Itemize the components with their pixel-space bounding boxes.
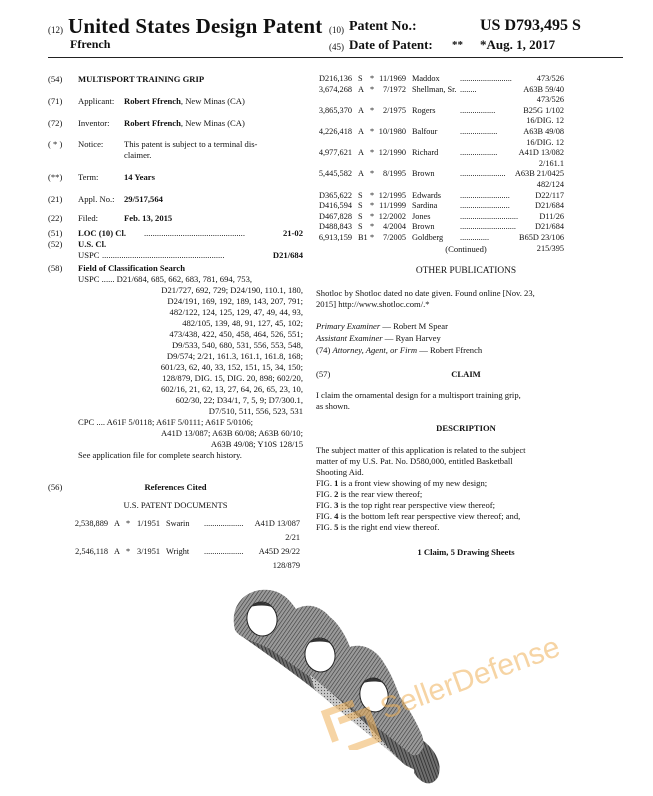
primary-examiner <box>316 321 448 332</box>
field-code: (22) <box>48 213 63 223</box>
field-notice <box>48 139 258 160</box>
patent-date: *Aug. 1, 2017 <box>480 37 556 52</box>
reference-row <box>312 191 564 202</box>
search-history-note: See application file for complete search history. <box>78 450 242 460</box>
ref-kind: B1 <box>358 233 368 242</box>
ref-dots: ........................ <box>460 201 510 211</box>
assistant-examiner <box>316 333 441 344</box>
code-45: (45) <box>329 42 344 52</box>
ref-star: * <box>370 127 375 136</box>
field-22 <box>48 213 173 224</box>
ref-kind: S <box>358 74 363 83</box>
other-pub-line-2: 2015] http://www.shotloc.com/.* <box>316 299 430 309</box>
fig-prefix: FIG. <box>316 511 335 521</box>
ref-date: 10/1980 <box>378 127 406 136</box>
ref-star: * <box>370 201 375 211</box>
description-line: Shooting Aid. <box>316 467 364 477</box>
search-line: 482/105, 139, 48, 91, 127, 45, 102; <box>182 318 303 328</box>
fig-prefix: FIG. <box>316 489 335 499</box>
ref-date: 1/1951 <box>136 519 160 528</box>
appl-no-value: 29/517,564 <box>124 194 163 204</box>
ref-kind: S <box>358 222 363 232</box>
ref-date: 12/1995 <box>378 190 406 200</box>
ref-dots: ...................... <box>460 169 506 179</box>
field-58 <box>48 263 186 274</box>
inventor-short: Ffrench <box>70 37 111 51</box>
ref-num: 4,226,418 <box>318 127 352 136</box>
ref-num: 4,977,621 <box>318 148 352 158</box>
ref-cont: 215/395 <box>536 243 564 253</box>
other-pub-line-1: Shotloc by Shotloc dated no date given. Found online [Nov. 23, <box>316 288 535 298</box>
ref-kind: A <box>114 547 120 556</box>
field-code: (51) <box>48 228 63 238</box>
claim-line-1: I claim the ornamental design for a multisport training grip, <box>316 390 521 400</box>
ref-star: * <box>370 233 375 242</box>
ref-cont: 482/124 <box>536 179 564 189</box>
ref-kind: A <box>358 84 364 94</box>
search-line: 482/122, 124, 125, 129, 47, 49, 44, 93, <box>169 307 303 317</box>
search-line: A41D 13/087; A63B 60/08; A63B 60/10; <box>160 428 303 438</box>
ref-date: 7/1972 <box>382 84 406 94</box>
ref-star: * <box>370 148 375 158</box>
field-code: (74) <box>316 345 331 355</box>
ref-date: 8/1995 <box>382 169 406 179</box>
ref-name: Sardina <box>412 201 438 211</box>
fig-prefix: FIG. <box>316 478 335 488</box>
primary-examiner-label: Primary Examiner <box>316 321 381 331</box>
field-code: (71) <box>48 96 63 106</box>
inventor-label: Inventor: <box>78 118 110 128</box>
field-51 <box>48 228 303 239</box>
ref-dots: .............. <box>460 233 490 242</box>
search-line: 128/879, DIG. 15, DIG. 20, 898; 602/20, <box>162 373 303 383</box>
ref-date: 3/1951 <box>136 547 160 556</box>
ref-star: * <box>370 222 375 232</box>
claim-line-2: as shown. <box>316 401 350 411</box>
ref-date: 4/2004 <box>382 222 406 232</box>
field-21 <box>48 194 163 205</box>
continued-note: (Continued) <box>445 244 487 254</box>
inventor-name: Robert Ffrench <box>124 118 181 128</box>
ref-name: Rogers <box>412 105 436 115</box>
search-line: D7/510, 511, 556, 523, 531 <box>208 406 303 416</box>
applicant-location: , New Minas (CA) <box>180 96 245 106</box>
applicant-label: Applicant: <box>78 96 115 106</box>
search-line: 473/438, 422, 450, 458, 464, 526, 551; <box>169 329 303 339</box>
field-term <box>48 172 155 183</box>
ref-num: 2,538,889 <box>74 519 108 528</box>
ref-name: Balfour <box>412 127 438 136</box>
field-code: ( * ) <box>48 139 63 149</box>
fig-number: 4 <box>334 511 339 521</box>
ref-dots: ................. <box>460 105 496 115</box>
ref-kind: S <box>358 211 363 221</box>
patent-number: US D793,495 S <box>480 17 581 34</box>
search-line: 602/30, 22; D34/1, 7, 5, 9; D7/300.1, <box>175 395 303 405</box>
ref-cont: 16/DIG. 12 <box>526 137 564 147</box>
fig-text: is the rear view thereof; <box>338 489 423 499</box>
figure-line-3 <box>316 500 495 511</box>
ref-star: * <box>370 84 375 94</box>
reference-row <box>312 201 564 212</box>
ref-name: Edwards <box>412 190 442 200</box>
description-title: DESCRIPTION <box>436 423 496 433</box>
inventor-location: , New Minas (CA) <box>180 118 245 128</box>
field-of-search-label: Field of Classification Search <box>78 263 186 273</box>
ref-cls: A45D 29/22 <box>258 547 300 556</box>
field-code: (72) <box>48 118 63 128</box>
ref-cls: A41D 13/087 <box>254 519 300 528</box>
notice-text-2: claimer. <box>124 150 152 160</box>
ref-cls: B65D 23/106 <box>519 233 564 242</box>
uspc-value: D21/684 <box>272 250 303 260</box>
us-patent-documents-title: U.S. PATENT DOCUMENTS <box>123 500 228 510</box>
ref-date: 7/2005 <box>382 233 406 242</box>
figure-line-5 <box>316 522 439 533</box>
search-line: D9/533, 540, 680, 531, 556, 553, 548, <box>171 340 303 350</box>
field-code: (56) <box>48 482 63 492</box>
ref-kind: A <box>358 127 364 136</box>
ref-cls: D22/117 <box>535 190 564 200</box>
term-value: 14 Years <box>124 172 155 182</box>
figure-line-4 <box>316 511 520 522</box>
appl-no-label: Appl. No.: <box>78 194 115 204</box>
ref-num: 3,865,370 <box>318 105 352 115</box>
ref-cont: 473/526 <box>536 95 564 105</box>
attorney-name: — Robert Ffrench <box>417 345 483 355</box>
ref-num: D365,622 <box>319 190 352 200</box>
ref-cls: D21/684 <box>534 222 564 232</box>
ref-date: 12/2002 <box>378 211 406 221</box>
search-line: CPC .... A61F 5/0118; A61F 5/0111; A61F 5/0106; <box>78 417 254 427</box>
ref-star: * <box>126 519 131 528</box>
description-line: matter of my U.S. Pat. No. D580,000, entitled Basketball <box>316 456 513 466</box>
fig-text: is the top right rear perspective view thereof; <box>338 500 495 510</box>
fig-number: 3 <box>334 500 339 510</box>
fig-prefix: FIG. <box>316 522 335 532</box>
ref-star: * <box>370 211 375 221</box>
field-54 <box>48 74 205 85</box>
search-line: 601/23, 62, 40, 33, 152, 151, 15, 34, 150; <box>160 362 303 372</box>
claim-code: (57) <box>316 369 331 379</box>
reference-row <box>68 547 300 575</box>
field-code: (21) <box>48 194 63 204</box>
field-code: (52) <box>48 239 63 249</box>
references-cited-title: References Cited <box>144 482 207 492</box>
ref-kind: A <box>358 105 364 115</box>
us-cl-label: U.S. Cl. <box>78 239 107 249</box>
filed-label: Filed: <box>78 213 99 223</box>
ref-cont: 2/161.1 <box>538 158 564 168</box>
ref-cls: 473/526 <box>536 74 564 83</box>
fig-text: is the right end view thereof. <box>338 522 440 532</box>
fig-text: is the bottom left rear perspective view thereof; and, <box>338 511 521 521</box>
reference-row <box>312 222 564 233</box>
ref-name: Richard <box>412 148 439 158</box>
ref-date: 12/1990 <box>378 148 406 158</box>
ref-kind: A <box>358 148 364 158</box>
field-code: (54) <box>48 74 63 84</box>
date-label: Date of Patent: <box>349 37 433 52</box>
fig-number: 2 <box>334 489 339 499</box>
reference-row <box>68 519 300 547</box>
field-71 <box>48 96 245 107</box>
field-code: (**) <box>48 172 63 182</box>
fig-number: 5 <box>334 522 339 532</box>
reference-row <box>312 169 564 190</box>
ref-num: 5,445,582 <box>318 169 352 179</box>
term-label: Term: <box>78 172 99 182</box>
field-52 <box>48 239 303 260</box>
claim-title: CLAIM <box>451 369 481 379</box>
ref-star: * <box>370 169 375 179</box>
ref-dots: ................... <box>204 519 244 528</box>
attorney <box>316 345 482 356</box>
ref-num: D467,828 <box>319 211 352 221</box>
claims-summary: 1 Claim, 5 Drawing Sheets <box>417 547 515 557</box>
ref-star: * <box>370 190 375 200</box>
ref-name: Wright <box>166 547 190 556</box>
watermark-logo <box>325 700 377 750</box>
ref-cls: A63B 59/40 <box>523 84 564 94</box>
ref-name: Jones <box>412 211 431 221</box>
search-line: 602/16, 21, 62, 13, 27, 64, 26, 65, 23, 10, <box>160 384 303 394</box>
fig-text: is a front view showing of my new design; <box>338 478 488 488</box>
ref-cls: D11/26 <box>539 211 564 221</box>
ref-date: 2/1975 <box>382 105 406 115</box>
field-code: (58) <box>48 263 63 273</box>
ref-name: Swarin <box>166 519 190 528</box>
invention-title: MULTISPORT TRAINING GRIP <box>78 74 205 84</box>
ref-name: Shellman, Sr. <box>412 84 457 94</box>
search-line: D9/574; 2/21, 161.3, 161.1, 161.8, 168; <box>166 351 303 361</box>
ref-dots: .................. <box>460 148 498 158</box>
ref-kind: A <box>358 169 364 179</box>
description-line: The subject matter of this application is related to the subject <box>316 445 526 455</box>
ref-num: 2,546,118 <box>75 547 108 556</box>
ref-num: D488,843 <box>319 222 352 232</box>
watermark-text: SellerDefense <box>376 630 565 726</box>
primary-examiner-name: — Robert M Spear <box>380 321 448 331</box>
ref-kind: S <box>358 190 363 200</box>
code-12: (12) <box>48 25 63 35</box>
figure-line-2 <box>316 489 422 500</box>
ref-num: D416,594 <box>319 201 352 211</box>
ref-cls: A63B 21/0425 <box>514 169 564 179</box>
ref-dots: ........................ <box>460 190 510 200</box>
ref-date: 11/1999 <box>379 201 406 211</box>
patent-no-label: Patent No.: <box>349 19 417 34</box>
reference-row <box>312 148 564 169</box>
reference-row <box>312 85 564 106</box>
notice-label: Notice: <box>78 139 104 149</box>
ref-dots: ............................ <box>460 211 518 221</box>
search-line: USPC ...... D21/684, 685, 662, 683, 781, 694, 753, <box>78 274 253 284</box>
filed-value: Feb. 13, 2015 <box>124 213 173 223</box>
assistant-examiner-label: Assistant Examiner <box>316 333 383 343</box>
ref-num: 6,913,159 <box>318 233 352 242</box>
other-publications-title: OTHER PUBLICATIONS <box>415 266 517 276</box>
search-line: D21/727, 692, 729; D24/190, 110.1, 180, <box>161 285 303 295</box>
classification-search-list <box>78 274 303 461</box>
ref-kind: A <box>114 519 120 528</box>
ref-num: 3,674,268 <box>318 84 352 94</box>
ref-star: * <box>126 547 131 556</box>
date-stars: ** <box>452 39 463 51</box>
fig-number: 1 <box>334 478 339 488</box>
uspc-label: USPC <box>78 250 100 260</box>
figure-line-1 <box>316 478 487 489</box>
ref-num: D216,136 <box>319 74 352 83</box>
ref-name: Brown <box>412 222 435 232</box>
applicant-name: Robert Ffrench <box>124 96 181 106</box>
loc-value: 21-02 <box>282 228 303 238</box>
document-title: United States Design Patent <box>68 14 323 38</box>
search-line: A63B 49/08; Y10S 128/15 <box>210 439 303 449</box>
code-10: (10) <box>329 25 344 35</box>
search-line: D24/191, 169, 192, 189, 143, 207, 791; <box>167 296 303 306</box>
ref-cls: D21/684 <box>534 201 564 211</box>
ref-date: 11/1969 <box>379 74 406 83</box>
header-rule <box>48 57 623 58</box>
ref-cls: A63B 49/08 <box>523 127 564 136</box>
ref-dots: ........ <box>460 84 477 94</box>
loc-label: LOC (10) Cl. <box>78 228 126 238</box>
ref-dots: ................... <box>204 547 244 556</box>
ref-dots: .................. <box>460 127 498 136</box>
ref-name: Maddox <box>412 74 440 83</box>
notice-text-1: This patent is subject to a terminal dis- <box>124 139 258 149</box>
ref-cls: B25G 1/102 <box>523 105 564 115</box>
leader-dots: ............................................... <box>144 228 245 238</box>
reference-row <box>312 106 564 127</box>
ref-name: Brown <box>412 169 435 179</box>
ref-star: * <box>370 105 375 115</box>
leader-dots: ......................................................... <box>102 250 225 260</box>
ref-name: Goldberg <box>412 233 444 242</box>
fig-prefix: FIG. <box>316 500 335 510</box>
field-72 <box>48 118 245 129</box>
ref-dots: ......................... <box>460 74 512 83</box>
reference-row <box>312 212 564 223</box>
watermark <box>300 590 600 750</box>
ref-cont: 16/DIG. 12 <box>526 116 564 126</box>
ref-star: * <box>370 74 375 83</box>
ref-cls: A41D 13/082 <box>518 148 564 158</box>
attorney-label: Attorney, Agent, or Firm <box>332 345 418 355</box>
ref-kind: S <box>358 201 363 211</box>
ref-dots: ........................... <box>460 222 517 232</box>
ref-cont: 128/879 <box>272 561 300 570</box>
assistant-examiner-name: — Ryan Harvey <box>382 333 441 343</box>
ref-cont: 2/21 <box>285 533 300 542</box>
reference-row <box>312 127 564 148</box>
reference-row <box>312 74 564 85</box>
